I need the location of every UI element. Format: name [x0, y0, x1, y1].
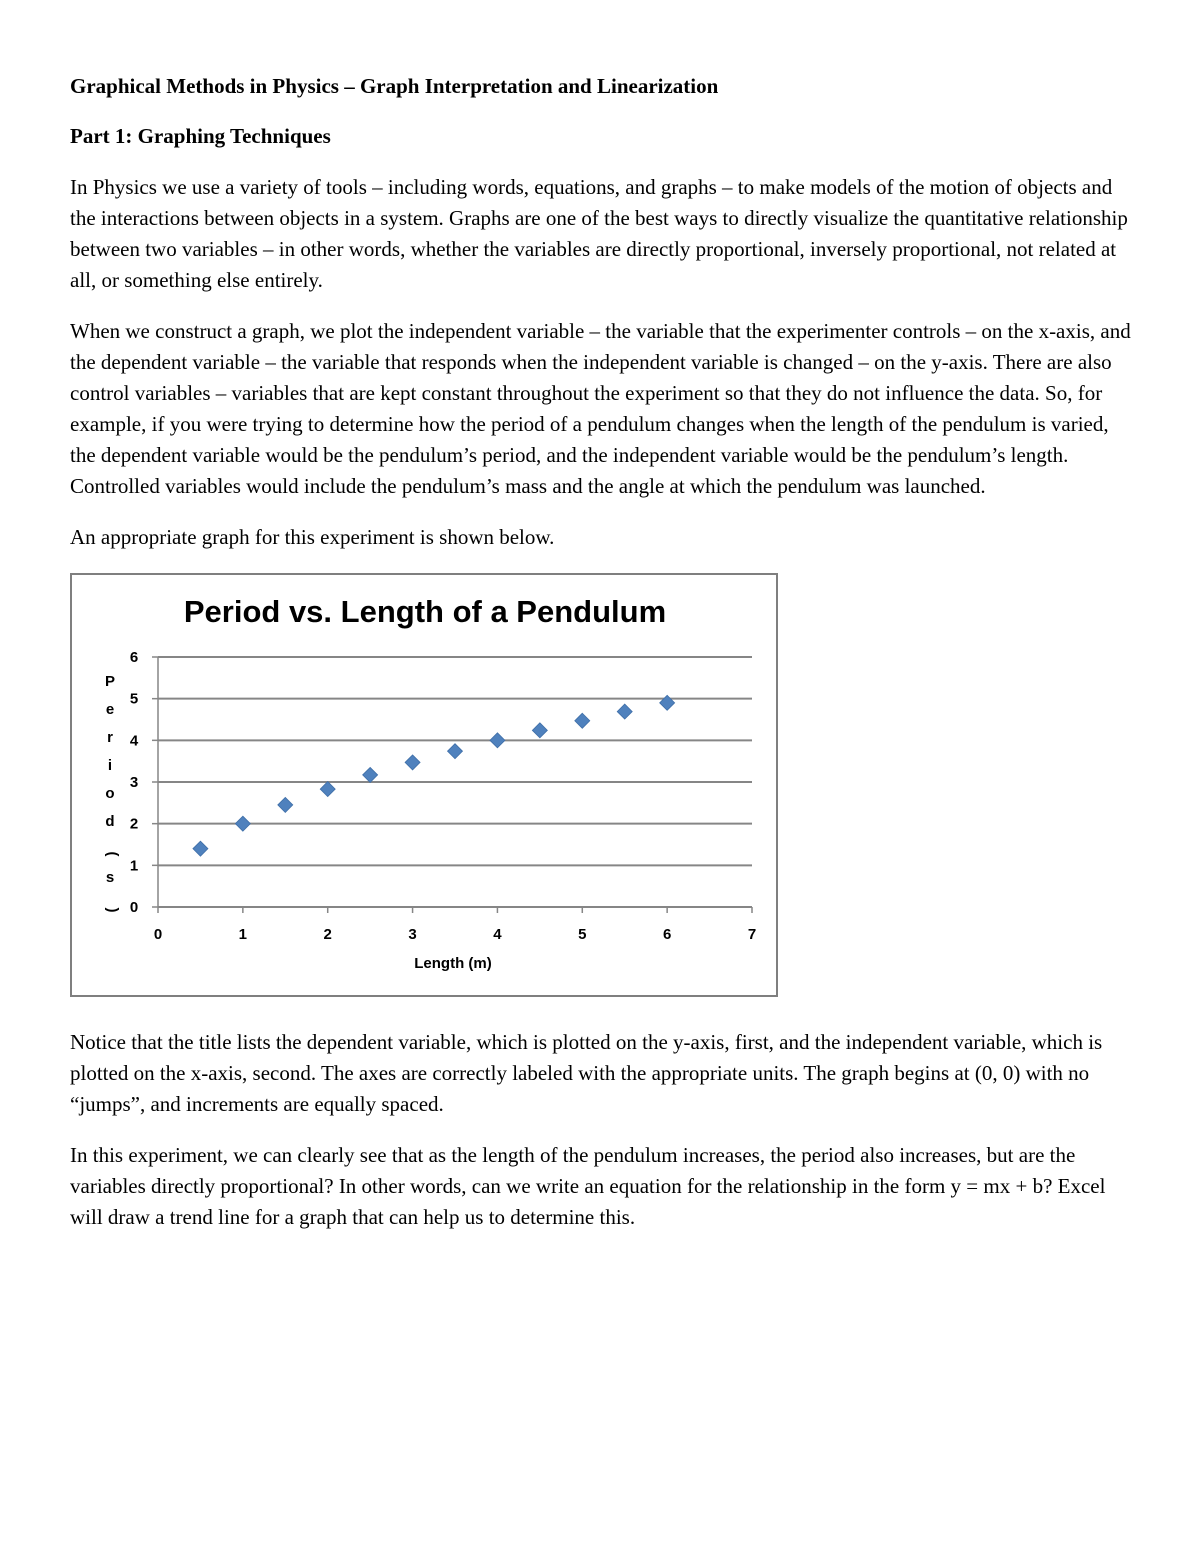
chart-gridlines [158, 657, 752, 865]
paragraph-graph-intro: An appropriate graph for this experiment is shown below. [70, 525, 555, 549]
y-axis-label-char: ) [104, 907, 121, 913]
data-point-8 [490, 733, 505, 748]
paragraph-trendline: In this experiment, we can clearly see that as the length of the pendulum increases, the period also increases, but are the variables directly proportional? In other words, can we write an equation for the relationship in the form y = mx + b? Excel will draw a trend line for a graph that can help us to determine this. [70, 1143, 1106, 1229]
paragraph-notice: Notice that the title lists the dependent variable, which is plotted on the y-axis, first, and the independent variable, which is plotted on the x-axis, second. The axes are correctly labeled with the appropriate units. The graph begins at (0, 0) with no “jumps”, and increments are equally spaced. [70, 1030, 1103, 1116]
y-tick-label-6: 6 [129, 649, 139, 666]
x-tick-label-7: 7 [747, 926, 757, 943]
data-point-5 [363, 767, 378, 782]
x-tick-label-0: 0 [153, 926, 163, 943]
data-point-7 [448, 744, 463, 759]
y-axis-label-char: r [107, 729, 113, 746]
x-tick-label-1: 1 [238, 926, 248, 943]
y-axis-label-char: e [105, 701, 115, 718]
data-point-12 [660, 695, 675, 710]
data-point-9 [532, 723, 547, 738]
document-page [70, 72, 1132, 1253]
y-axis-label-char: i [107, 757, 113, 774]
y-tick-label-1: 1 [129, 857, 139, 875]
x-tick-label-5: 5 [578, 926, 587, 943]
x-tick-label-4: 4 [493, 926, 502, 943]
y-axis-label [104, 673, 121, 913]
document-title: Graphical Methods in Physics – Graph Interpretation and Linearization [70, 74, 719, 98]
x-tick-label-6: 6 [662, 926, 672, 943]
y-axis-label-char: ( [104, 851, 121, 857]
data-point-11 [617, 704, 632, 719]
y-axis-label-char: d [105, 813, 115, 830]
chart-axes [152, 657, 752, 913]
data-point-10 [575, 713, 590, 728]
y-tick-label-3: 3 [129, 774, 139, 791]
part-heading: Part 1: Graphing Techniques [70, 124, 331, 148]
data-point-1 [193, 841, 208, 856]
x-axis-label: Length (m) [414, 955, 492, 972]
chart-svg [72, 575, 776, 995]
paragraph-variables: When we construct a graph, we plot the independent variable – the variable that the experimenter controls – on the x-axis, and the dependent variable – the variable that responds when the independent variable is changed – on the y-axis. There are also control variables – variables that are kept constant throughout the experiment so that they do not influence the data. So, for example, if you were trying to determine how the period of a pendulum changes when the length of the pendulum is varied, the dependent variable would be the pendulum’s period, and the independent variable would be the pendulum’s length. Controlled variables would include the pendulum’s mass and the angle at which the pendulum was launched. [70, 319, 1131, 498]
y-tick-label-5: 5 [129, 690, 139, 708]
data-point-2 [235, 816, 250, 831]
y-tick-label-4: 4 [129, 732, 139, 750]
y-tick-label-0: 0 [129, 899, 139, 916]
x-tick-label-3: 3 [408, 926, 417, 943]
chart-title: Period vs. Length of a Pendulum [183, 594, 667, 629]
chart-tick-labels [130, 649, 756, 943]
period-length-chart [70, 573, 778, 997]
y-axis-label-char: s [105, 869, 115, 886]
data-point-6 [405, 755, 420, 770]
chart-data-points [193, 695, 675, 856]
x-tick-label-2: 2 [323, 926, 332, 943]
y-tick-label-2: 2 [129, 815, 139, 833]
data-point-3 [278, 797, 293, 812]
y-axis-label-char: P [104, 673, 116, 690]
y-axis-label-char: o [105, 785, 115, 802]
data-point-4 [320, 782, 335, 797]
paragraph-intro: In Physics we use a variety of tools – including words, equations, and graphs – to make models of the motion of objects and the interactions between objects in a system. Graphs are one of the best ways to directly visualize the quantitative relationship between two variables – in other words, whether the variables are directly proportional, inversely proportional, not related at all, or something else entirely. [70, 175, 1128, 292]
